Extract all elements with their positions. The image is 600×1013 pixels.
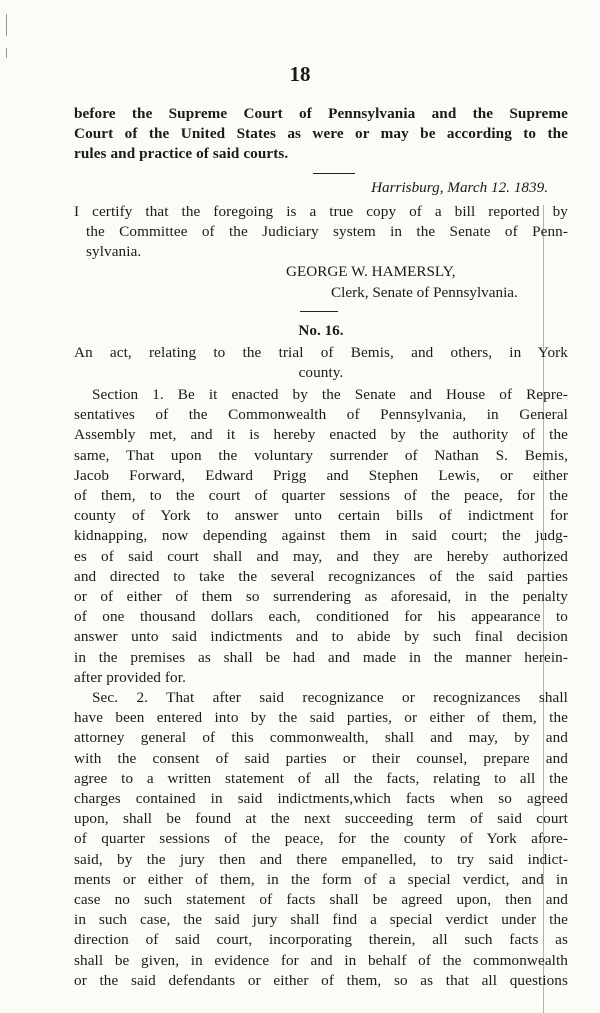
text-line: Jacob Forward, Edward Prigg and Stephen Lewis, or either — [74, 466, 568, 484]
section-divider — [300, 311, 338, 312]
intro-paragraph — [74, 104, 568, 165]
text-line: es of said court shall and may, and they are hereby authorized — [74, 547, 568, 565]
text-line: case no such statement of facts shall be agreed upon, then and — [74, 891, 568, 909]
text-line: Assembly met, and it is hereby enacted by the authority of the — [74, 426, 568, 444]
text-line: agree to a written statement of all the facts, relating to all the — [74, 769, 568, 787]
text-line: with the consent of said parties or their counsel, prepare and — [74, 749, 568, 767]
text-line: attorney general of this commonwealth, shall and may, by and — [74, 729, 568, 747]
signer-name: GEORGE W. HAMERSLY, — [286, 263, 456, 280]
text-line: after provided for. — [74, 668, 186, 686]
text-line: of quarter sessions of the peace, for the county of York afore- — [74, 830, 568, 848]
text-line: An act, relating to the trial of Bemis, and others, in York — [74, 344, 568, 361]
text-line: Sec. 2. That after said recognizance or recognizances shall — [92, 689, 568, 706]
text-line: county. — [298, 364, 344, 382]
text-line: Court of the United States as were or may be according to the — [74, 125, 568, 143]
certification-paragraph — [74, 202, 568, 263]
act-number: No. 16. — [298, 322, 344, 339]
text-line: kidnapping, now depending against them in said court; the judg- — [74, 527, 568, 545]
text-line: the Committee of the Judiciary system in the Senate of Penn- — [86, 223, 568, 241]
text-line: and directed to take the several recognizances of the said parties — [74, 567, 568, 585]
text-line: charges contained in said indictments,which facts when so agreed — [74, 790, 568, 808]
text-line: direction of said court, incorporating therein, all such facts as — [74, 931, 568, 949]
text-line: same, That upon the voluntary surrender of Nathan S. Bemis, — [74, 446, 568, 464]
page-number: 18 — [289, 62, 311, 86]
text-line: upon, shall be found at the next succeeding term of said court — [74, 810, 568, 828]
text-line: answer unto said indictments and to abide by such final decision — [74, 628, 568, 646]
text-line: Section 1. Be it enacted by the Senate and House of Repre- — [92, 386, 568, 403]
text-line: in the premises as shall be had and made in the manner herein- — [74, 648, 568, 666]
act-title — [74, 343, 568, 383]
text-line: sentatives of the Commonwealth of Pennsylvania, in General — [74, 406, 568, 424]
section-1-paragraph — [74, 385, 568, 688]
text-line: in such case, the said jury shall find a special verdict under the — [74, 911, 568, 929]
dateline: Harrisburg, March 12. 1839. — [371, 179, 548, 196]
text-line: have been entered into by the said parties, or either of them, the — [74, 709, 568, 727]
text-line: ments or either of them, in the form of a special verdict, and in — [74, 870, 568, 888]
text-line: sylvania. — [86, 243, 142, 261]
section-2-paragraph — [74, 688, 568, 991]
text-line: or of either of them so surrendering as aforesaid, in the penalty — [74, 588, 568, 606]
text-line: I certify that the foregoing is a true copy of a bill reported by — [74, 203, 568, 220]
text-line: said, by the jury then and there empanelled, to try said indict- — [74, 850, 568, 868]
text-line: shall be given, in evidence for and in behalf of the commonwealth — [74, 951, 568, 969]
text-line: rules and practice of said courts. — [74, 145, 289, 163]
scan-margin-mark — [6, 14, 7, 36]
section-divider — [313, 173, 355, 174]
text-line: county of York to answer unto certain bills of indictment for — [74, 507, 568, 525]
signer-title: Clerk, Senate of Pennsylvania. — [331, 284, 518, 301]
text-line: or the said defendants or either of them, so as that all questions — [74, 971, 568, 989]
text-line: of them, to the court of quarter sessions of the peace, for the — [74, 487, 568, 505]
scan-margin-mark — [6, 48, 7, 58]
text-line: before the Supreme Court of Pennsylvania and the Supreme — [74, 105, 568, 122]
text-line: of one thousand dollars each, conditioned for his appearance to — [74, 608, 568, 626]
